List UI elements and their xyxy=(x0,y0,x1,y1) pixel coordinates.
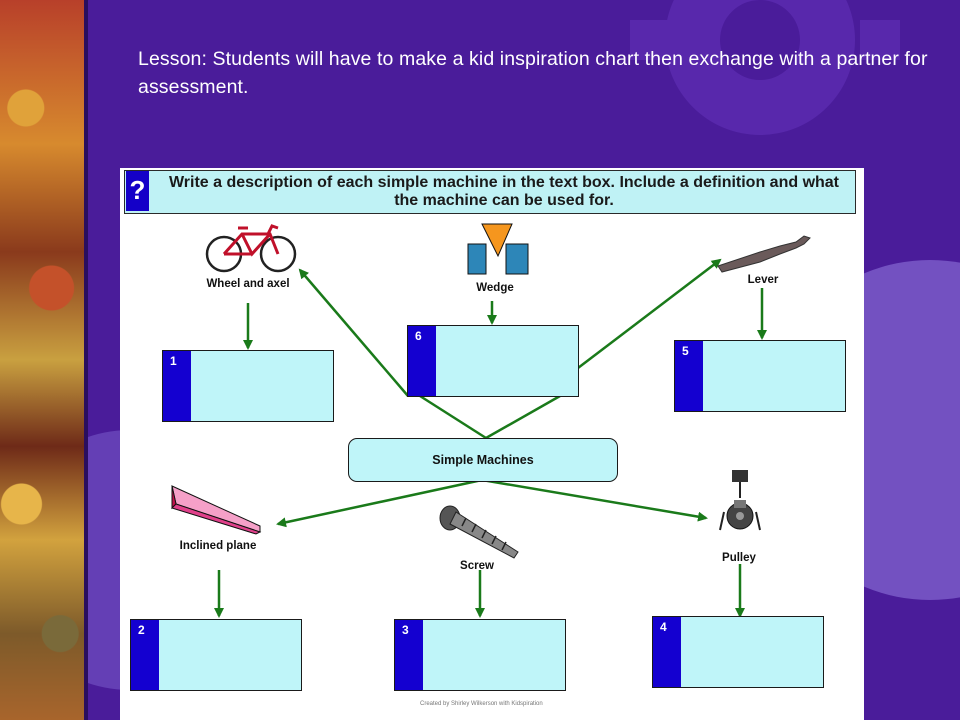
credit-text: Created by Shirley Wilkerson with Kidspiration xyxy=(420,701,543,707)
text-box-3[interactable] xyxy=(394,619,566,691)
text-box-4[interactable] xyxy=(652,616,824,688)
simple-machines-node[interactable]: Simple Machines xyxy=(348,438,618,482)
text-box-1[interactable] xyxy=(162,350,334,422)
label-wedge: Wedge xyxy=(476,282,514,294)
label-inclined-plane: Inclined plane xyxy=(179,540,257,552)
box-number-tab: 6 xyxy=(408,326,436,396)
help-icon[interactable]: ? xyxy=(126,171,149,211)
label-lever: Lever xyxy=(747,274,779,286)
instruction-text: Write a description of each simple machine in the text box. Include a definition and what the machine can be used for. xyxy=(168,174,840,209)
box-number-tab: 2 xyxy=(131,620,159,690)
label-wheel-and-axel: Wheel and axel xyxy=(206,278,290,290)
text-box-2[interactable] xyxy=(130,619,302,691)
lesson-text: Lesson: Students will have to make a kid inspiration chart then exchange with a partner for assessment. xyxy=(138,48,928,98)
box-number-tab: 4 xyxy=(653,617,681,687)
left-decorative-strip xyxy=(0,0,86,720)
box-number-tab: 5 xyxy=(675,341,703,411)
text-box-5[interactable] xyxy=(674,340,846,412)
label-screw: Screw xyxy=(460,560,494,572)
strip-divider xyxy=(84,0,88,720)
box-number-tab: 1 xyxy=(163,351,191,421)
label-pulley: Pulley xyxy=(722,552,756,564)
box-number-tab: 3 xyxy=(395,620,423,690)
kidspiration-chart xyxy=(120,168,864,720)
text-box-6[interactable] xyxy=(407,325,579,397)
